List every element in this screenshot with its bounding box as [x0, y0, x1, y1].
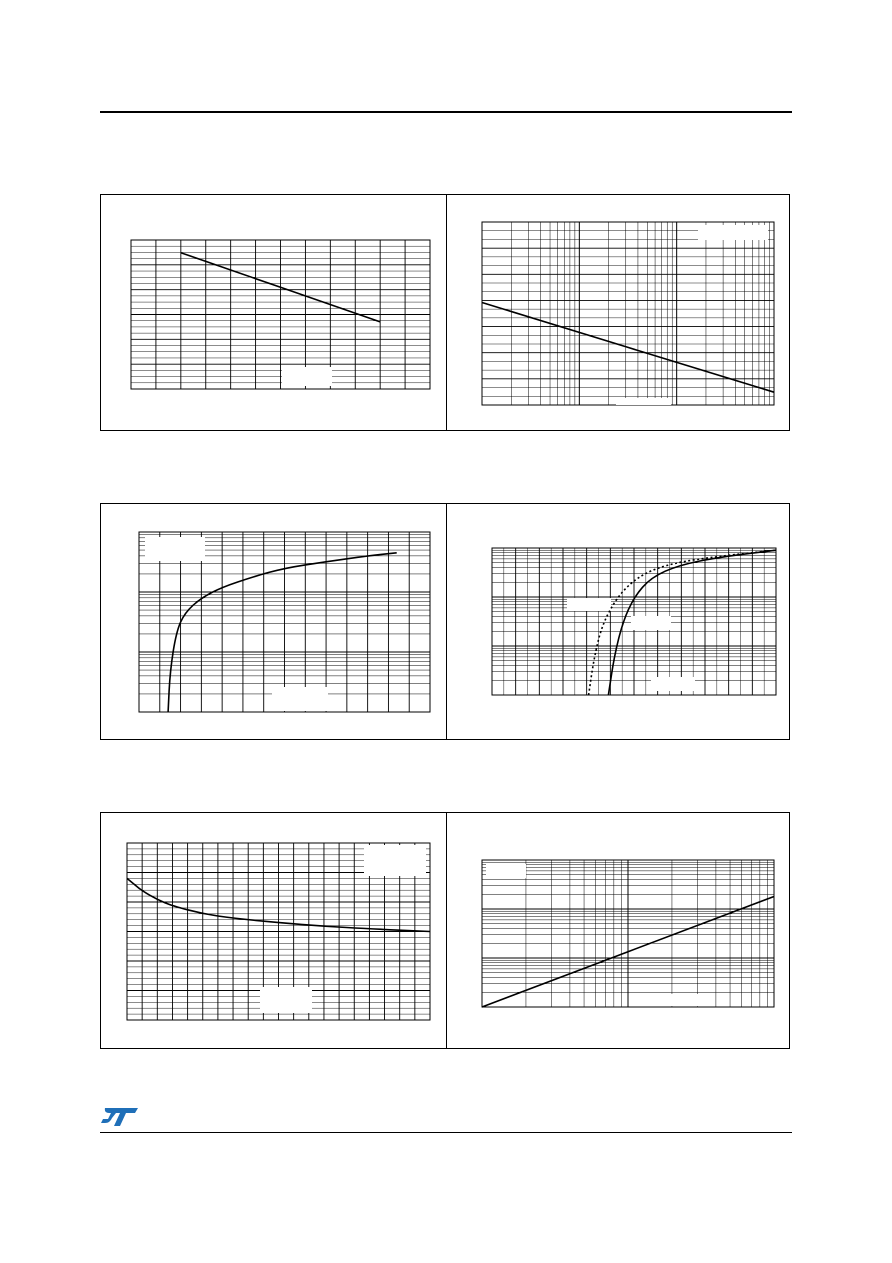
legend-box: [698, 225, 768, 240]
legend-box: [567, 598, 611, 611]
chart-fig3: [139, 532, 430, 712]
legend-box: [364, 845, 426, 876]
annotation-box: [260, 987, 312, 1013]
chart-fig1: [131, 240, 430, 389]
plot-frame: [482, 222, 774, 405]
chart-fig4: [492, 548, 776, 695]
chart-fig6: [482, 860, 774, 1007]
annotation-box: [651, 677, 695, 691]
annotation-box: [616, 398, 671, 405]
legend-box: [145, 537, 205, 561]
legend-box: [282, 367, 332, 386]
chart-fig5: [127, 843, 430, 1020]
st-logo-icon: [100, 1106, 140, 1128]
footer-rule: [100, 1132, 792, 1133]
annotation-box: [631, 616, 671, 630]
annotation-box: [660, 994, 704, 1006]
legend-box: [486, 864, 526, 878]
annotation-box: [272, 687, 328, 711]
chart-fig2: [482, 222, 774, 405]
